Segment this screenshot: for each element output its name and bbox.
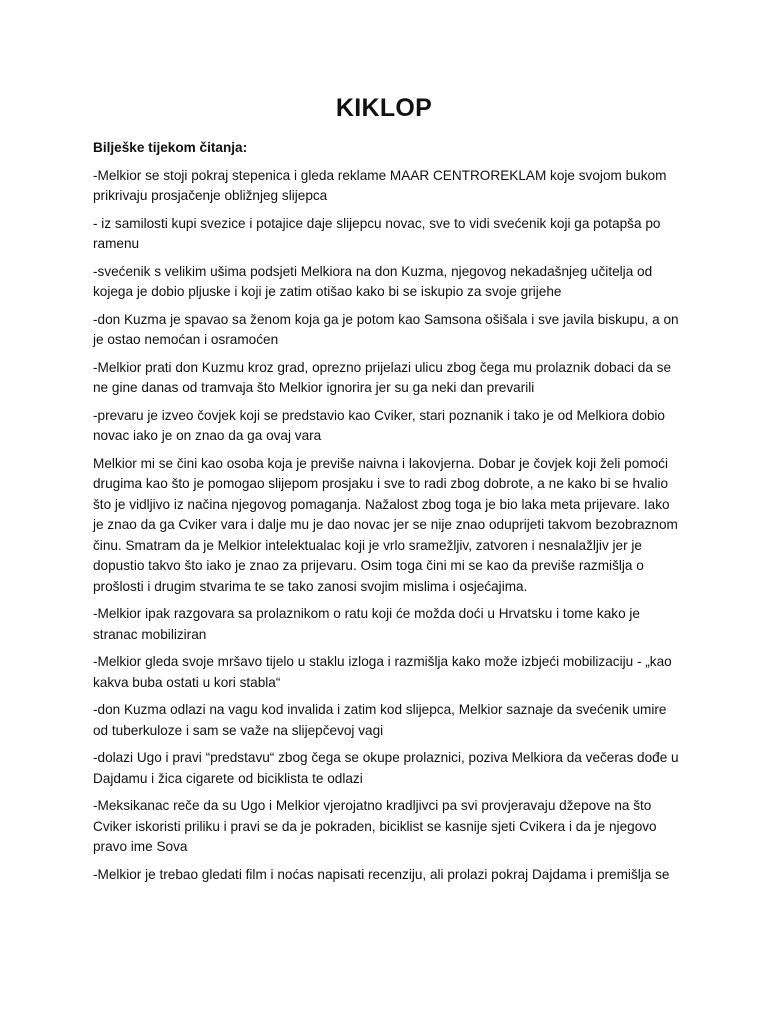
paragraph: -Melkior se stoji pokraj stepenica i gleda reklame MAAR CENTROREKLAM koje svojom bukom prikrivaju prosjačenje obližnjeg slijepca xyxy=(93,167,667,203)
notes-heading: Bilješke tijekom čitanja: xyxy=(93,140,248,155)
paragraph: -Melkior gleda svoje mršavo tijelo u staklu izloga i razmišlja kako može izbjeći mobilizaciju - „kao kakva buba ostati u kori stabla“ xyxy=(93,654,672,690)
paragraph: - iz samilosti kupi svezice i potajice daje slijepcu novac, sve to vidi svećenik koji ga potapša po ramenu xyxy=(93,215,661,251)
paragraph: Melkior mi se čini kao osoba koja je previše naivna i lakovjerna. Dobar je čovjek koji želi pomoći drugima kao što je pomogao slijepom prosjaku i sve to radi zbog dobrote, a ne kako bi se hvalio što je vidljivo iz načina njegovog pomaganja. Nažalost zbog toga je bio laka meta prijevare. Iako je znao da ga Cviker vara i dalje mu je dao novac jer se nije znao oduprijeti takvom bezobraznom činu. Smatram da je Melkior intelektualac koji je vrlo sramežljiv, zatvoren i nesnalažljiv jer je dopustio takvo što iako je znao za prijevaru. Osim toga čini mi se kao da previše razmišlja o prošlosti i drugim stvarima te se tako zanosi svojim mislima i osjećajima. xyxy=(93,455,678,594)
paragraph: -don Kuzma je spavao sa ženom koja ga je potom kao Samsona ošišala i sve javila biskupu, a on je ostao nemoćan i osramoćen xyxy=(93,311,679,347)
paragraph: -don Kuzma odlazi na vagu kod invalida i zatim kod slijepca, Melkior saznaje da svećenik umire od tuberkuloze i sam se važe na slijepčevoj vagi xyxy=(93,702,667,738)
paragraph: -svećenik s velikim ušima podsjeti Melkiora na don Kuzma, njegovog nekadašnjeg učitelja od kojega je dobio pljuske i koji je zatim otišao kako bi se iskupio za svoje grijehe xyxy=(93,263,653,299)
paragraph: -Meksikanac reče da su Ugo i Melkior vjerojatno kradljivci pa svi provjeravaju džepove na što Cviker iskoristi priliku i pravi se da je pokraden, biciklist se kasnije sjeti Cvikera i da je njegovo pravo ime Sova xyxy=(93,798,657,854)
paragraph: -dolazi Ugo i pravi “predstavu“ zbog čega se okupe prolaznici, poziva Melkiora da večeras dođe u Dajdamu i žica cigarete od biciklista te odlazi xyxy=(93,750,679,786)
document-title: KIKLOP xyxy=(335,94,433,122)
paragraph: -Melkior je trebao gledati film i noćas napisati recenziju, ali prolazi pokraj Dajdama i premišlja se xyxy=(93,866,670,882)
document-body xyxy=(93,138,681,892)
paragraph: -Melkior ipak razgovara sa prolaznikom o ratu koji će možda doći u Hrvatsku i tome kako je stranac mobiliziran xyxy=(93,606,640,642)
paragraph: -Melkior prati don Kuzmu kroz grad, oprezno prijelazi ulicu zbog čega mu prolaznik dobaci da se ne gine danas od tramvaja što Melkior ignorira jer su ga neki dan prevarili xyxy=(93,359,672,395)
paragraph: -prevaru je izveo čovjek koji se predstavio kao Cviker, stari poznanik i tako je od Melkiora dobio novac iako je on znao da ga ovaj vara xyxy=(93,407,665,443)
